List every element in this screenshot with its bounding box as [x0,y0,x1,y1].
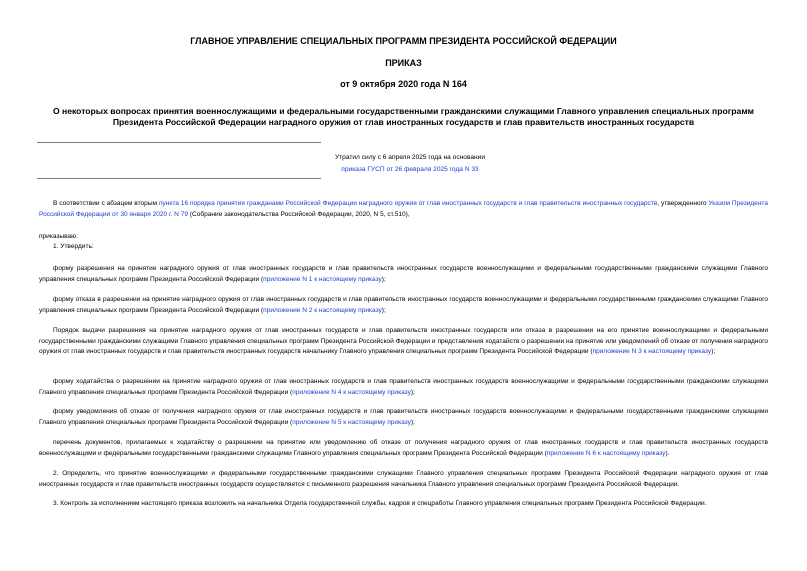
subitem-6-end: ). [665,449,670,457]
intro-paragraph [39,199,768,220]
subitem-2-end: ); [381,306,386,314]
agency-heading: ГЛАВНОЕ УПРАВЛЕНИЕ СПЕЦИАЛЬНЫХ ПРОГРАММ ПРЕЗИДЕНТА РОССИЙСКОЙ ФЕДЕРАЦИИ [190,36,617,46]
subitem-3-text: Порядок выдачи разрешения на принятие наградного оружия от глав иностранных государств и глав правительств иностранных государств или отказа в разрешении на его принятие военнослужащими и федеральными государственными гражданскими служащими Главного управления специальных программ Президента Российской Федерации и представления ходатайств о разрешении на принятие или уведомлений об отказе от получения наградного оружия от глав иностранных государств и глав правительств иностранных государств начальнику Главного управления специальных программ Президента Российской Федерации ( [39,327,768,355]
subitem-1-end: ); [381,275,386,283]
link-appendix-2[interactable]: приложение N 2 к настоящему приказу [263,306,382,314]
subitem-3 [39,326,768,358]
subitem-6-text: перечень документов, прилагаемых к ходатайству о разрешении на принятие или уведомлению об отказе от получения наградного оружия от глав иностранных государств и глав правительств иностранных государств военнослужащими и федеральными государственными гражданскими служащими Главного управления специальных программ Президента Российской Федерации ( [39,439,768,457]
subitem-2 [39,295,768,316]
document-type: ПРИКАЗ [385,58,422,68]
subitem-4-text: форму ходатайства о разрешении на принятие наградного оружия от глав иностранных государств и глав правительств иностранных государств военнослужащими и федеральными государственными гражданскими служащими Главного управления специальных программ Президента Российской Федерации ( [39,378,768,396]
order-word: приказываю: [39,233,78,240]
intro-text-mid: , утвержденного [657,200,709,207]
item-3-text: 3. Контроль за исполнением настоящего приказа возложить на начальника Отдела государственной службы, кадров и спецработы Главного управления специальных программ Президента Российской Федерации. [53,500,707,507]
item-1 [39,242,768,253]
subitem-4-end: ); [410,388,415,396]
subitem-3-end: ); [711,348,716,355]
item-2 [39,469,768,490]
link-appendix-3[interactable]: приложение N 3 к настоящему приказу [592,348,712,355]
intro-text-end: (Собрание законодательства Российской Федерации, 2020, N 5, ст.510), [188,210,410,218]
divider-bottom [37,178,321,179]
subitem-5 [39,407,768,428]
link-appendix-4[interactable]: приложение N 4 к настоящему приказу [292,388,411,396]
item-3 [39,499,768,510]
subitem-5-text: форму уведомления об отказе от получения наградного оружия от глав иностранных государств и глав правительств иностранных государств военнослужащими и федеральными государственными гражданскими служащими Главного управления специальных программ Президента Российской Федерации ( [39,408,768,426]
subitem-2-text: форму отказа в разрешении на принятие наградного оружия от глав иностранных государств и глав правительств иностранных государств военнослужащими и федеральными государственными гражданскими служащими Главного управления специальных программ Президента Российской Федерации ( [39,296,768,314]
intro-text-start: В соответствии с абзацем вторым [53,200,159,207]
subitem-1-text: форму разрешения на принятие наградного оружия от глав иностранных государств и глав правительств иностранных государств военнослужащими и федеральными государственными гражданскими служащими Главного управления специальных программ Президента Российской Федерации ( [39,265,768,283]
item-2-text: 2. Определить, что принятие военнослужащими и федеральными государственными гражданскими служащими Главного управления специальных программ Президента Российской Федерации наградного оружия от глав иностранных государств и глав правительств иностранных государств осуществляется с письменного разрешения начальника Главного управления специальных программ Президента Российской Федерации. [39,470,768,488]
link-presidential-decree[interactable]: Указом Президента Российской Федерации от 30 января 2020 г. N 79 [39,200,769,218]
document-date-number: от 9 октября 2020 года N 164 [340,79,467,89]
link-appendix-1[interactable]: приложение N 1 к настоящему приказу [263,275,382,283]
item-1-text: 1. Утвердить: [53,243,94,250]
subitem-1 [39,264,768,285]
subitem-5-end: ); [410,418,415,426]
status-note [320,152,500,176]
document-title: О некоторых вопросах принятия военнослужащими и федеральными государственными гражданскими служащими Главного управления специальных программ Президента Российской Федерации наградного оружия от глав иностранных государств и глав правительств иностранных государств [52,106,755,127]
subitem-4 [39,377,768,398]
status-note-text: Утратил силу с 6 апреля 2025 года на основании [334,154,486,161]
link-appendix-6[interactable]: приложение N 6 к настоящему приказу [546,449,666,457]
link-procedure-p16[interactable]: пункта 16 порядка принятия гражданами Российской Федерации наградного оружия от глав иностранных государств и глав правительств иностранных государств [158,200,658,207]
status-note-link[interactable]: приказа ГУСП от 26 февраля 2025 года N 33 [341,166,479,173]
subitem-6 [39,438,768,459]
divider-top [37,142,321,143]
link-appendix-5[interactable]: приложение N 5 к настоящему приказу [292,418,411,426]
